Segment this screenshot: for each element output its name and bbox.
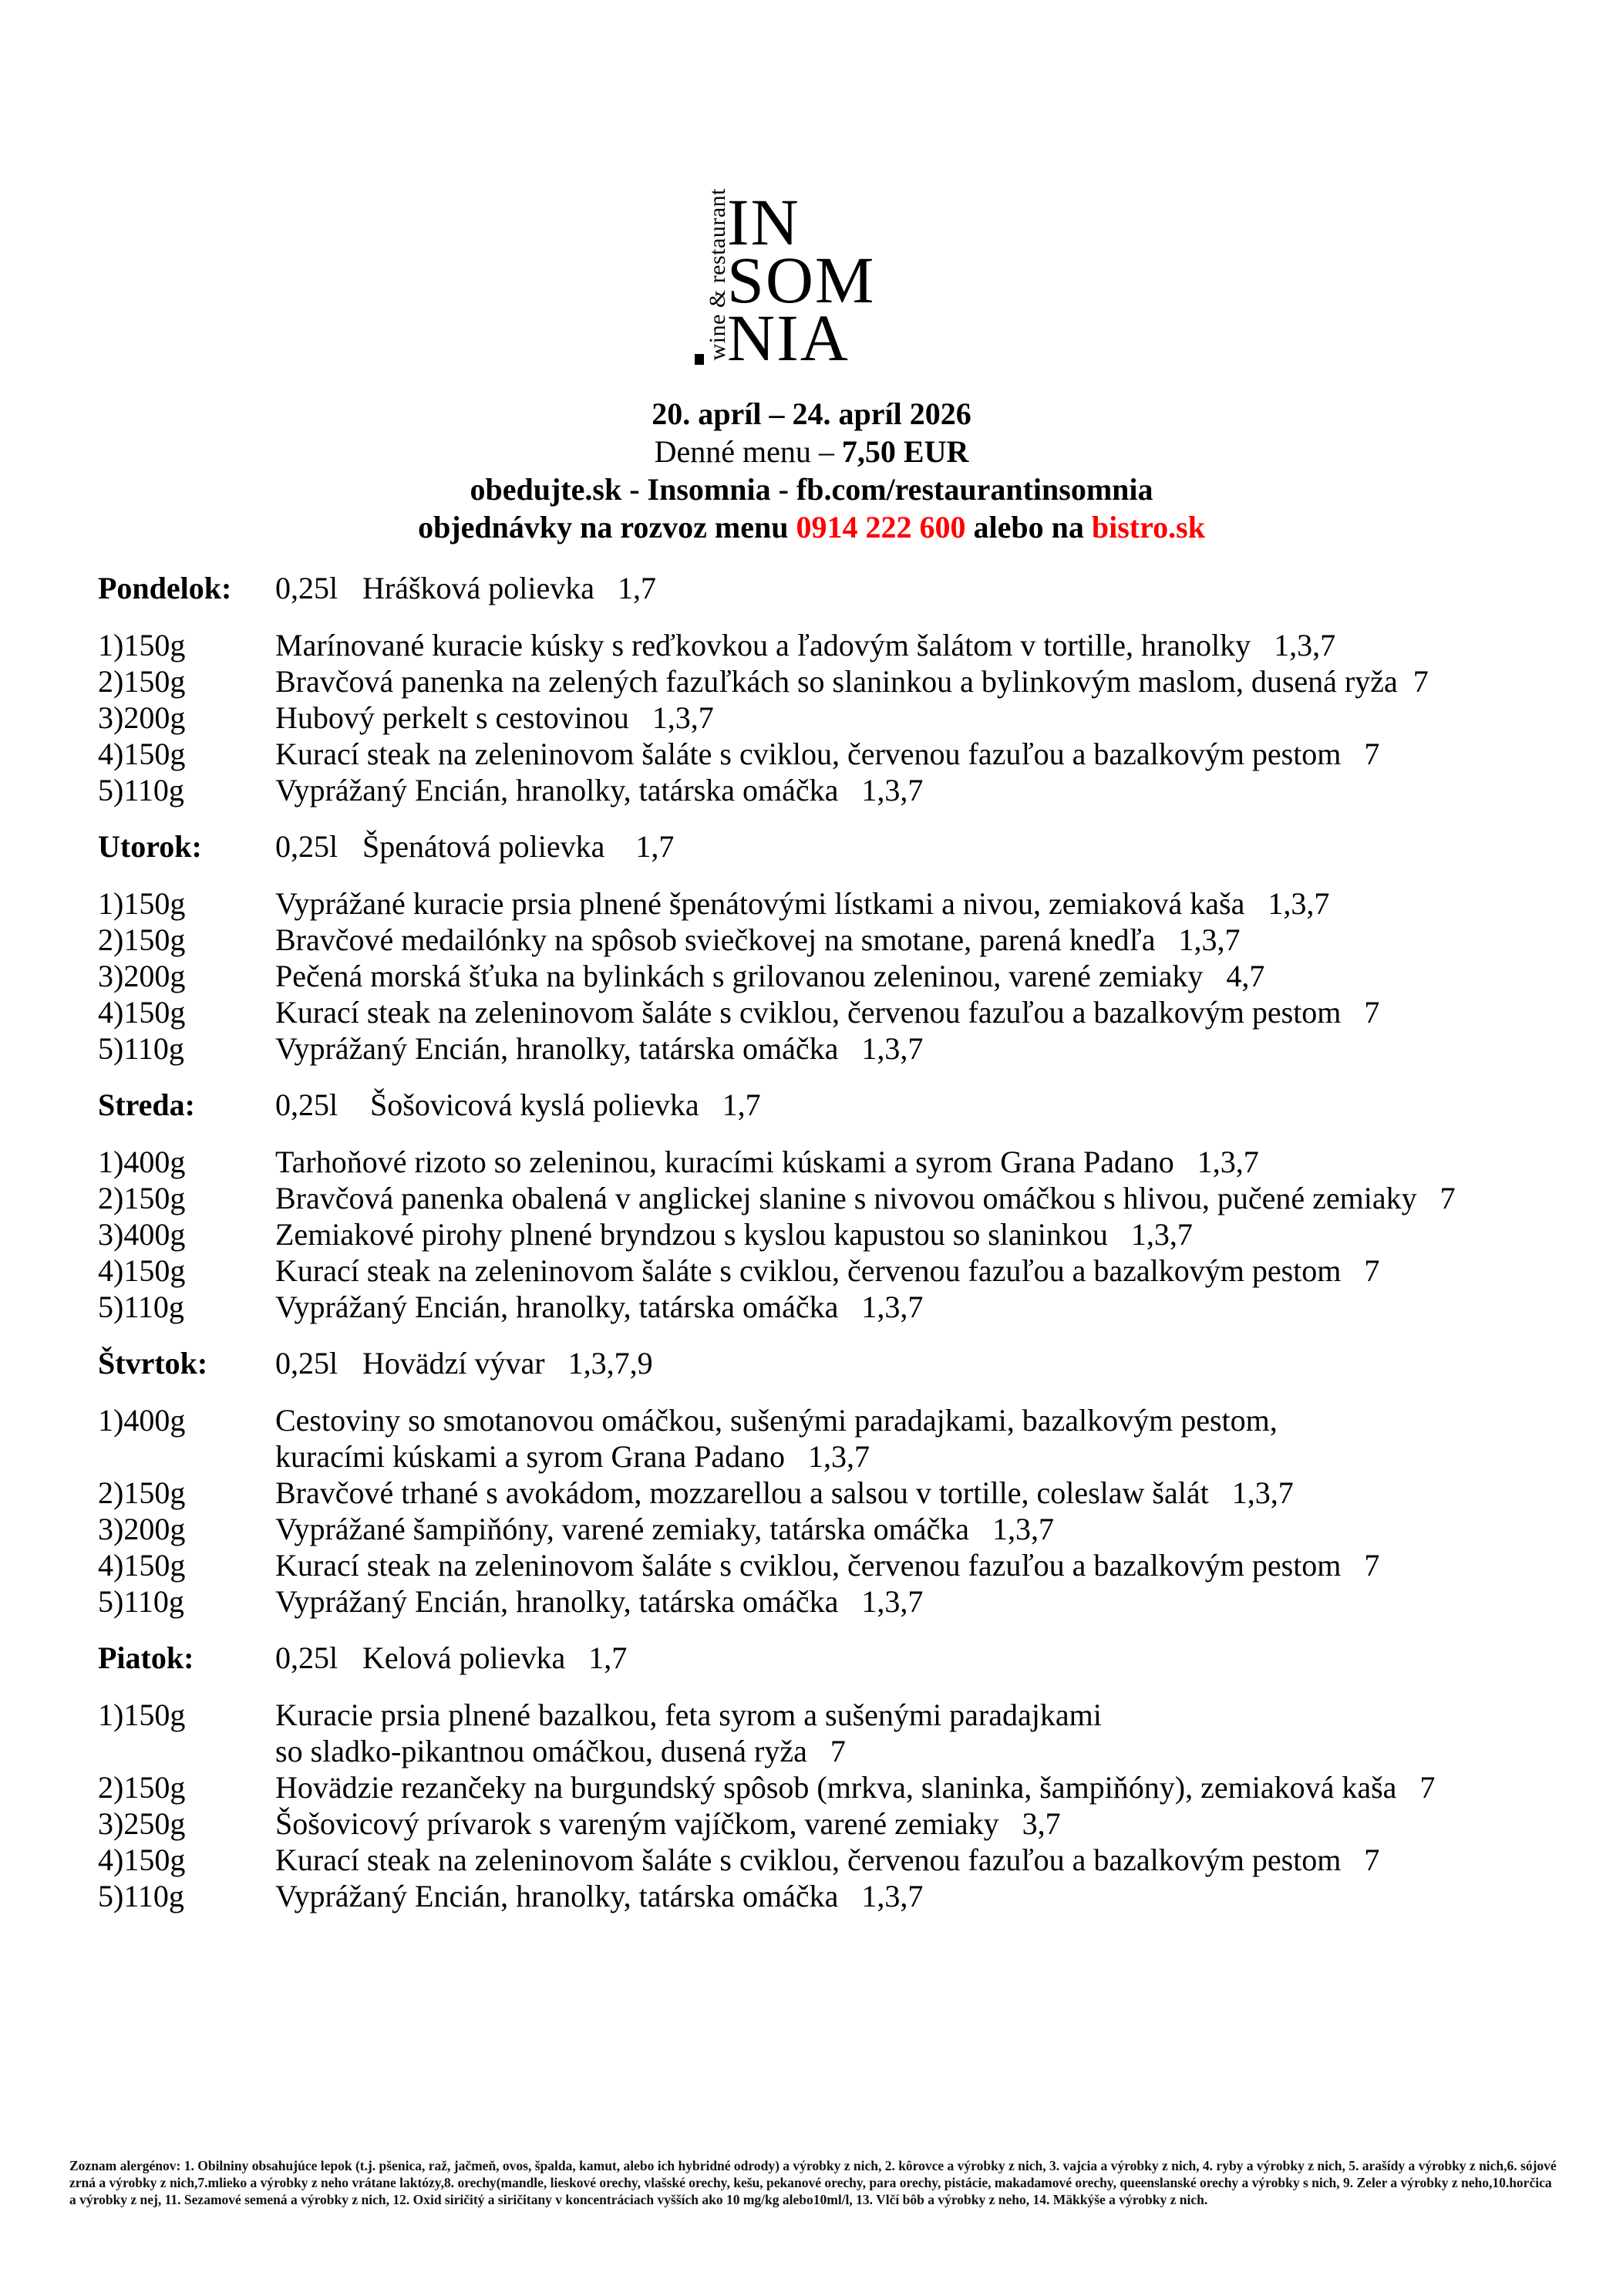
soup-volume: 0,25l: [275, 1087, 338, 1122]
menu-item: [98, 1805, 1563, 1842]
soup-of-the-day: [275, 1640, 627, 1676]
menu-item-number-weight: 3)200g: [98, 1512, 186, 1546]
menu-item: [98, 700, 1563, 736]
menu-item: [98, 958, 1563, 994]
menu-item-dish: Šošovicový prívarok s vareným vajíčkom, varené zemiaky 3,7: [275, 1806, 1061, 1841]
menu-item-number-weight: 5)110g: [98, 1879, 184, 1913]
daily-menu-price-line: [0, 433, 1623, 470]
menu-item-dish: Vyprážané šampiňóny, varené zemiaky, tatárska omáčka 1,3,7: [275, 1512, 1054, 1546]
menu-item-dish: Vyprážaný Encián, hranolky, tatárska omáčka 1,3,7: [275, 1290, 924, 1324]
menu-item: [98, 1547, 1563, 1583]
menu-item: [98, 922, 1563, 958]
menu-item: [98, 1180, 1563, 1216]
menu-item: [98, 1583, 1563, 1620]
menu-item-dish: Vyprážaný Encián, hranolky, tatárska omáčka 1,3,7: [275, 773, 924, 807]
menu-price: 7,50 EUR: [841, 434, 969, 469]
menu-item: [98, 885, 1563, 922]
soup-volume: 0,25l: [275, 1346, 338, 1381]
menu-item-number-weight: 4)150g: [98, 737, 186, 771]
menu-item-dish: Vyprážaný Encián, hranolky, tatárska omáčka 1,3,7: [275, 1879, 924, 1913]
day-heading: [98, 570, 1563, 606]
menu-item-dish: Marínované kuracie kúsky s reďkovkou a ľadovým šalátom v tortille, hranolky 1,3,7: [275, 628, 1336, 663]
menu-item: [98, 772, 1563, 808]
menu-item-number-weight: 1)150g: [98, 886, 186, 921]
menu-item: [98, 1769, 1563, 1805]
delivery-middle: alebo na: [965, 510, 1092, 544]
day-block: [98, 1640, 1563, 1934]
day-heading: [98, 1345, 1563, 1381]
menu-item-number-weight: 1)150g: [98, 628, 186, 663]
soup-of-the-day: [275, 570, 656, 606]
menu-item-dish: Bravčová panenka na zelených fazuľkách so slaninkou a bylinkovým maslom, dusená ryža 7: [275, 664, 1429, 699]
menu-item-dish: Kurací steak na zeleninovom šaláte s cviklou, červenou fazuľou a bazalkovým pestom 7: [275, 1843, 1380, 1877]
delivery-phone[interactable]: 0914 222 600: [796, 510, 966, 544]
soup-name: Hovädzí vývar 1,3,7,9: [362, 1346, 653, 1381]
menu-item: [98, 994, 1563, 1030]
soup-of-the-day: [275, 1345, 653, 1381]
menu-item-dish: Kuracie prsia plnené bazalkou, feta syrom a sušenými paradajkami: [275, 1698, 1102, 1732]
delivery-prefix: objednávky na rozvoz menu: [418, 510, 796, 544]
menu-item-number-weight: 4)150g: [98, 995, 186, 1030]
soup-name: Kelová polievka 1,7: [362, 1640, 628, 1675]
insomnia-logo: [685, 185, 876, 375]
delivery-line: [0, 508, 1623, 546]
menu-item-dish: Bravčová panenka obalená v anglickej slanine s nivovou omáčkou s hlivou, pučené zemiaky 7: [275, 1181, 1456, 1215]
menu-item-continuation: [98, 1733, 1563, 1769]
menu-item-dish: Kurací steak na zeleninovom šaláte s cviklou, červenou fazuľou a bazalkovým pestom 7: [275, 737, 1380, 771]
day-name: Streda:: [98, 1087, 195, 1122]
soup-of-the-day: [275, 828, 674, 865]
day-heading: [98, 1640, 1563, 1676]
menu-item-number-weight: 3)400g: [98, 1217, 186, 1252]
menu-item-number-weight: 4)150g: [98, 1253, 186, 1288]
menu-item-number-weight: 5)110g: [98, 1584, 184, 1619]
menu-item-dish-continued: kuracími kúskami a syrom Grana Padano 1,3,7: [275, 1439, 870, 1474]
soup-of-the-day: [275, 1087, 761, 1123]
menu-item: [98, 1697, 1563, 1733]
soup-name: Hrášková polievka 1,7: [362, 571, 657, 605]
soup-volume: 0,25l: [275, 829, 338, 864]
menu-item: [98, 1842, 1563, 1878]
menu-item: [98, 1289, 1563, 1325]
day-block: [98, 1087, 1563, 1345]
menu-item-dish-continued: so sladko-pikantnou omáčkou, dusená ryža 7: [275, 1734, 846, 1768]
date-range: 20. apríl – 24. apríl 2026: [652, 396, 971, 431]
menu-item-number-weight: 5)110g: [98, 1290, 184, 1324]
menu-item-number-weight: 5)110g: [98, 1031, 184, 1066]
menu-item-number-weight: 5)110g: [98, 773, 184, 807]
menu-item-dish: Vyprážaný Encián, hranolky, tatárska omáčka 1,3,7: [275, 1584, 924, 1619]
logo-square-mark: [695, 354, 704, 365]
menu-item-dish: Hubový perkelt s cestovinou 1,3,7: [275, 700, 714, 735]
menu-header: [0, 395, 1623, 546]
logo-line-1: IN: [727, 185, 800, 259]
logo-line-3: NIA: [727, 301, 850, 375]
menu-item: [98, 663, 1563, 700]
menu-item-number-weight: 3)200g: [98, 700, 186, 735]
menu-item-number-weight: 1)400g: [98, 1403, 186, 1438]
menu-item: [98, 1253, 1563, 1289]
menu-item-number-weight: 2)150g: [98, 922, 186, 957]
soup-volume: 0,25l: [275, 1640, 338, 1675]
menu-item: [98, 1030, 1563, 1067]
menu-item-number-weight: 2)150g: [98, 1181, 186, 1215]
menu-item-continuation: [98, 1438, 1563, 1475]
day-block: [98, 828, 1563, 1087]
day-heading: [98, 828, 1563, 865]
menu-label: Denné menu –: [654, 434, 842, 469]
links-line: obedujte.sk - Insomnia - fb.com/restaurantinsomnia: [470, 472, 1153, 507]
menu-item-dish: Cestoviny so smotanovou omáčkou, sušenými paradajkami, bazalkovým pestom,: [275, 1403, 1278, 1438]
menu-item: [98, 1216, 1563, 1253]
day-name: Štvrtok:: [98, 1346, 208, 1381]
menu-item-number-weight: 2)150g: [98, 1475, 186, 1510]
menu-item: [98, 1402, 1563, 1438]
soup-name: Špenátová polievka 1,7: [362, 829, 675, 864]
menu-item: [98, 627, 1563, 663]
menu-item: [98, 736, 1563, 772]
menu-item-number-weight: 3)250g: [98, 1806, 186, 1841]
day-block: [98, 1345, 1563, 1640]
menu-item-number-weight: 1)400g: [98, 1145, 186, 1179]
day-block: [98, 570, 1563, 828]
menu-item-dish: Vyprážaný Encián, hranolky, tatárska omáčka 1,3,7: [275, 1031, 924, 1066]
allergen-list: Zoznam alergénov: 1. Obilniny obsahujúce lepok (t.j. pšenica, raž, jačmeň, ovos, špalda, kamut, alebo ich hybridné odrody) a výrobky z nich, 2. kôrovce a výrobky z nich, 3. vajcia a výrobky z nich, 4. ryby a výrobky z nich, 5. arašídy a výrobky z nich,6. sójové zrná a výrobky z nich,7.mlieko a výrobky z neho vrátane laktózy,8. orechy(mandle, lieskové orechy, vlašské orechy, kešu, pekanové orechy, para orechy, pistácie, makadamové orechy, queenslanské orechy a výrobky s nich, 9. Zeler a výrobky z neho,10.horčica a výrobky z nej, 11. Sezamové semená a výrobky z nich, 12. Oxid siričitý a siričitany v koncentráciach vyšších ako 10 mg/kg alebo10ml/l, 13. Vlčí bôb a výrobky z neho, 14. Mäkkýše a výrobky z nich.: [69, 2158, 1557, 2207]
menu-item-dish: Kurací steak na zeleninovom šaláte s cviklou, červenou fazuľou a bazalkovým pestom 7: [275, 995, 1380, 1030]
menu-item-dish: Kurací steak na zeleninovom šaláte s cviklou, červenou fazuľou a bazalkovým pestom 7: [275, 1253, 1380, 1288]
day-name: Utorok:: [98, 829, 202, 864]
day-name: Piatok:: [98, 1640, 194, 1675]
menu-item-dish: Bravčové trhané s avokádom, mozzarellou a salsou v tortille, coleslaw šalát 1,3,7: [275, 1475, 1294, 1510]
menu-item-dish: Tarhoňové rizoto so zeleninou, kuracími kúskami a syrom Grana Padano 1,3,7: [275, 1145, 1259, 1179]
menu-item-number-weight: 1)150g: [98, 1698, 186, 1732]
menu-item-dish: Zemiakové pirohy plnené bryndzou s kyslou kapustou so slaninkou 1,3,7: [275, 1217, 1193, 1252]
menu-item-number-weight: 3)200g: [98, 959, 186, 993]
soup-volume: 0,25l: [275, 571, 338, 605]
weekly-menu: [98, 570, 1563, 1934]
logo-line-2: SOM: [727, 243, 876, 317]
delivery-site-link[interactable]: bistro.sk: [1091, 510, 1205, 544]
menu-item: [98, 1511, 1563, 1547]
menu-item-number-weight: 4)150g: [98, 1843, 186, 1877]
menu-item-dish: Kurací steak na zeleninovom šaláte s cviklou, červenou fazuľou a bazalkovým pestom 7: [275, 1548, 1380, 1583]
menu-item-dish: Vyprážané kuracie prsia plnené špenátovými lístkami a nivou, zemiaková kaša 1,3,7: [275, 886, 1330, 921]
menu-item-number-weight: 2)150g: [98, 1770, 186, 1805]
menu-item-dish: Hovädzie rezančeky na burgundský spôsob (mrkva, slaninka, šampiňóny), zemiaková kaša 7: [275, 1770, 1436, 1805]
menu-item-number-weight: 4)150g: [98, 1548, 186, 1583]
day-name: Pondelok:: [98, 571, 232, 605]
day-heading: [98, 1087, 1563, 1123]
soup-name: Šošovicová kyslá polievka 1,7: [362, 1087, 761, 1122]
menu-item: [98, 1144, 1563, 1180]
menu-item-dish: Bravčové medailónky na spôsob sviečkovej na smotane, parená knedľa 1,3,7: [275, 922, 1241, 957]
menu-item: [98, 1878, 1563, 1914]
menu-item-number-weight: 2)150g: [98, 664, 186, 699]
logo-tagline: wine & restaurant: [705, 188, 730, 361]
menu-item: [98, 1475, 1563, 1511]
menu-item-dish: Pečená morská šťuka na bylinkách s grilovanou zeleninou, varené zemiaky 4,7: [275, 959, 1265, 993]
